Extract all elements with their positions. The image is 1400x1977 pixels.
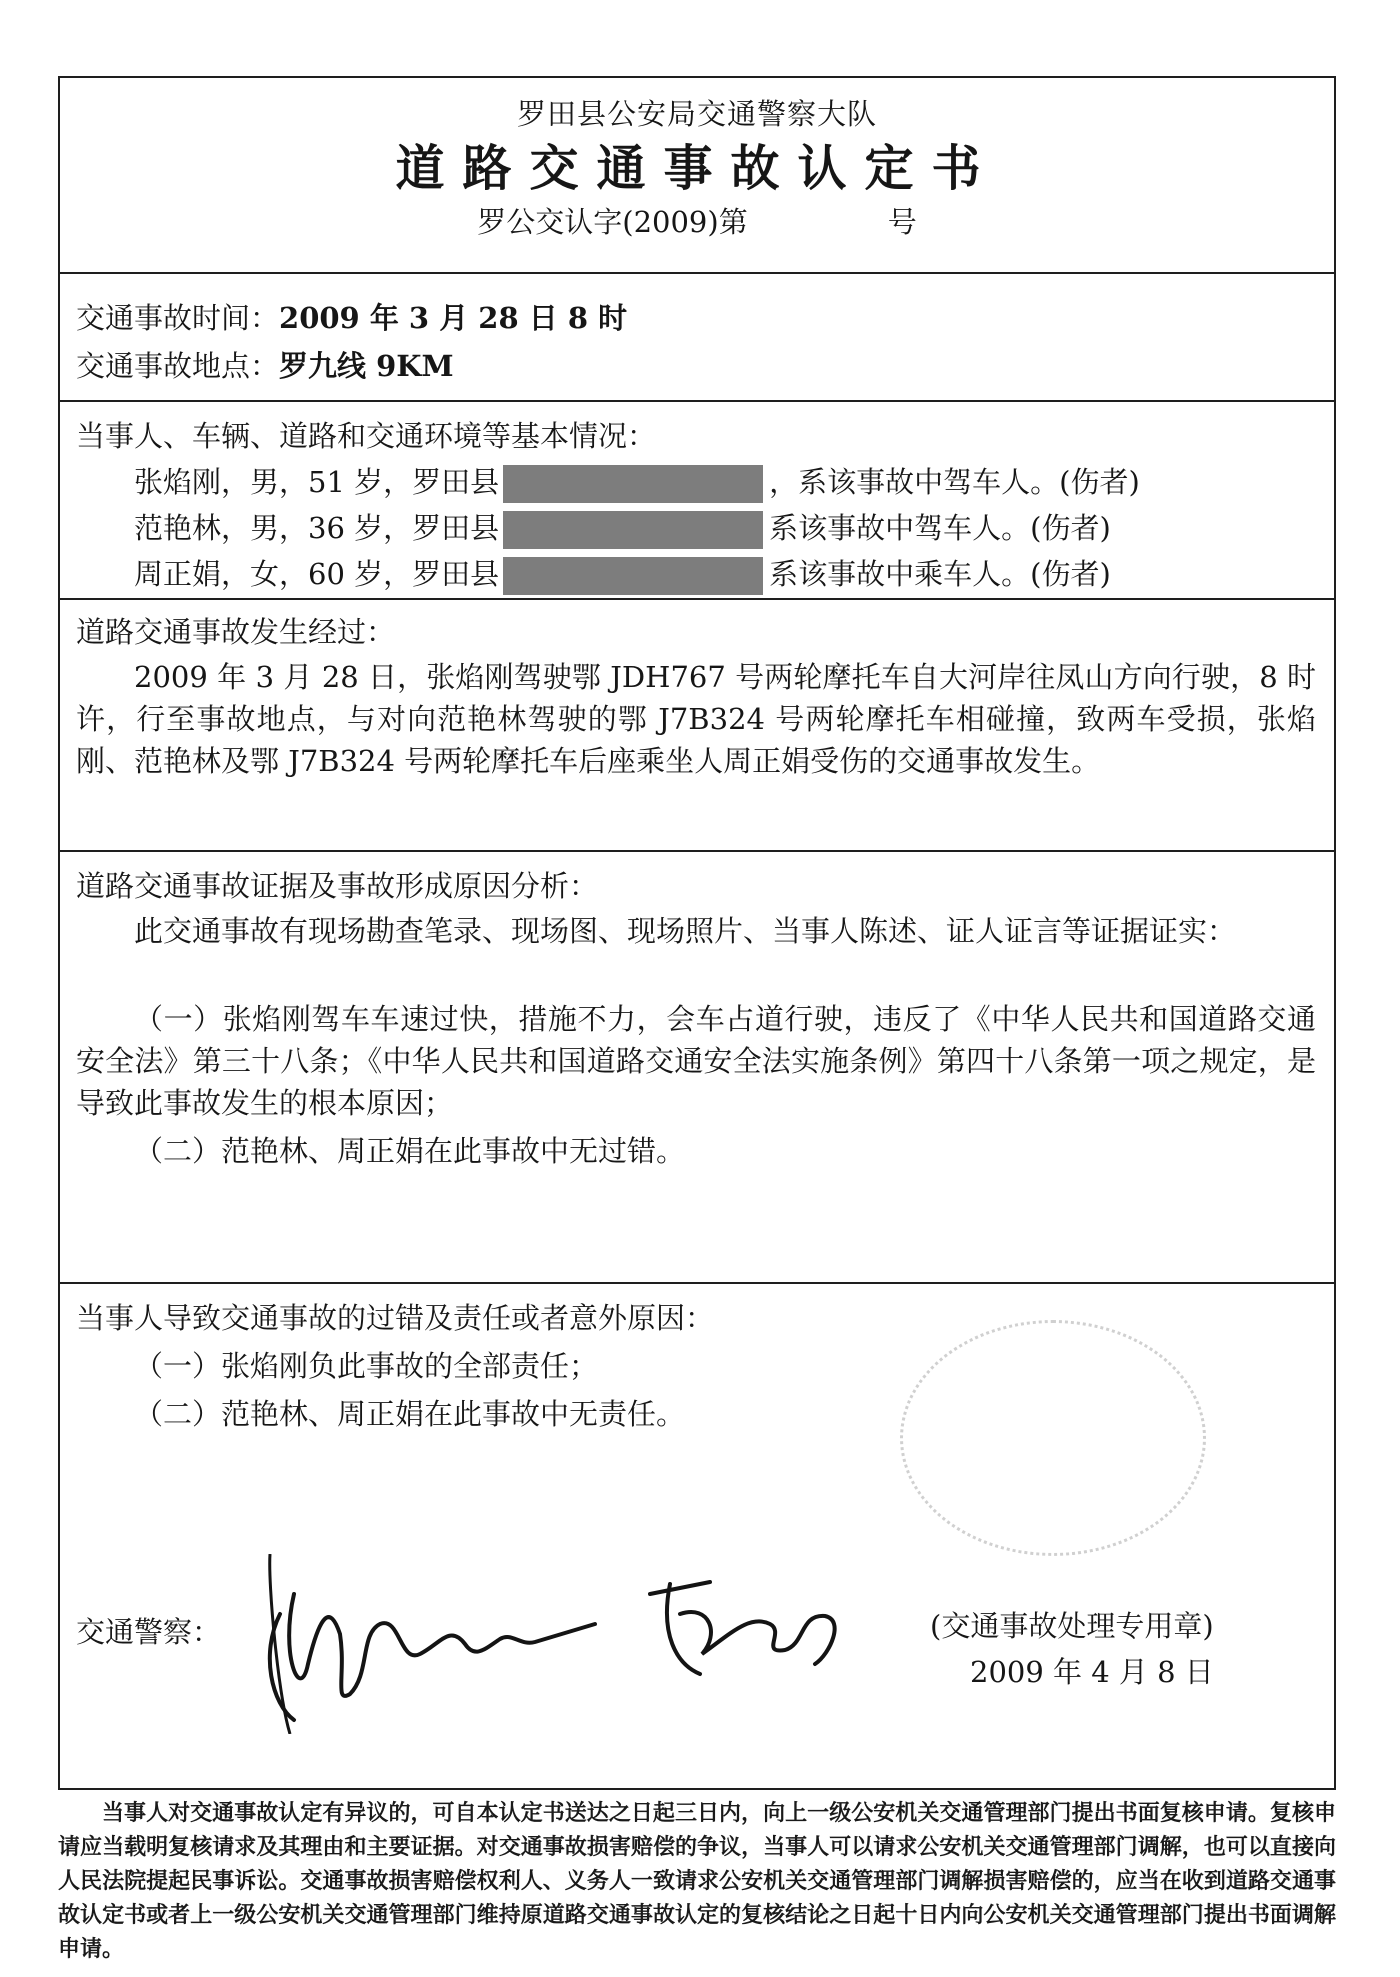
document-number-suffix: 号 <box>887 205 917 239</box>
document-number-prefix: 罗公交认字(2009)第 <box>477 205 748 239</box>
issue-date: 2009 年 4 月 8 日 <box>970 1655 1214 1689</box>
officer-signature-1 <box>250 1554 610 1734</box>
party-role: ，系该事故中驾车人。(伤者) <box>769 465 1140 499</box>
analysis-item-2: （二）范艳林、周正娟在此事故中无过错。 <box>134 1134 686 1168</box>
issuing-organization: 罗田县公安局交通警察大队 <box>516 97 877 131</box>
accident-time-label: 交通事故时间： <box>76 301 280 335</box>
party-row <box>134 460 1140 503</box>
accident-time-value: 2009 年 3 月 28 日 8 时 <box>279 301 628 335</box>
party-info: 范艳林，男，36 岁，罗田县 <box>134 511 500 545</box>
party-info: 周正娟，女，60 岁，罗田县 <box>134 557 500 591</box>
cause-analysis-section <box>60 852 1334 1284</box>
party-row <box>134 552 1111 595</box>
responsibility-item-2: （二）范艳林、周正娟在此事故中无责任。 <box>134 1397 686 1431</box>
analysis-heading: 道路交通事故证据及事故形成原因分析： <box>76 869 599 903</box>
document-number <box>60 200 1334 241</box>
accident-time <box>76 296 627 337</box>
seal-label: (交通事故处理专用章) <box>930 1609 1214 1643</box>
party-role: 系该事故中驾车人。(伤者) <box>769 511 1111 545</box>
responsibility-item-1: （一）张焰刚负此事故的全部责任； <box>134 1349 599 1383</box>
party-row <box>134 506 1111 549</box>
parties-heading: 当事人、车辆、道路和交通环境等基本情况： <box>76 419 657 453</box>
accident-time-place-section <box>60 274 1334 402</box>
accident-report-form <box>58 76 1336 1790</box>
party-info: 张焰刚，男，51 岁，罗田县 <box>134 465 500 499</box>
official-seal-stamp <box>900 1320 1206 1556</box>
redacted-address <box>503 465 763 503</box>
party-role: 系该事故中乘车人。(伤者) <box>769 557 1111 591</box>
redacted-address <box>503 557 763 595</box>
process-text: 2009 年 3 月 28 日，张焰刚驾驶鄂 JDH767 号两轮摩托车自大河岸往凤山方向行驶，8 时许，行至事故地点，与对向范艳林驾驶的鄂 J7B324 号两轮摩托车相碰撞，致两车受损，张焰刚、范艳林及鄂 J7B324 号两轮摩托车后座乘坐人周正娟受伤的交通事故发生。 <box>76 660 1316 778</box>
report-header <box>60 78 1334 274</box>
analysis-item-1: （一）张焰刚驾车车速过快，措施不力，会车占道行驶，违反了《中华人民共和国道路交通安全法》第三十八条；《中华人民共和国道路交通安全法实施条例》第四十八条第一项之规定，是导致此事故发生的根本原因； <box>76 1002 1316 1120</box>
parties-section <box>60 402 1334 600</box>
traffic-police-label: 交通警察： <box>76 1615 222 1649</box>
footer-notice: 当事人对交通事故认定有异议的，可自本认定书送达之日起三日内，向上一级公安机关交通管理部门提出书面复核申请。复核申请应当载明复核请求及其理由和主要证据。对交通事故损害赔偿的争议，当事人可以请求公安机关交通管理部门调解，也可以直接向人民法院提起民事诉讼。交通事故损害赔偿权利人、义务人一致请求公安机关交通管理部门调解损害赔偿的，应当在收到道路交通事故认定书或者上一级公安机关交通管理部门维持原道路交通事故认定的复核结论之日起十日内向公安机关交通管理部门提出书面调解申请。 <box>58 1800 1336 1962</box>
report-title: 道路交通事故认定书 <box>395 139 999 197</box>
analysis-intro: 此交通事故有现场勘查笔录、现场图、现场照片、当事人陈述、证人证言等证据证实： <box>134 914 1237 948</box>
accident-place <box>76 344 454 385</box>
accident-place-value: 罗九线 9KM <box>279 349 454 383</box>
redacted-address <box>503 511 763 549</box>
accident-place-label: 交通事故地点： <box>76 349 280 383</box>
process-heading: 道路交通事故发生经过： <box>76 615 396 649</box>
responsibility-heading: 当事人导致交通事故的过错及责任或者意外原因： <box>76 1301 715 1335</box>
officer-signature-2 <box>640 1574 850 1694</box>
accident-process-section <box>60 600 1334 852</box>
